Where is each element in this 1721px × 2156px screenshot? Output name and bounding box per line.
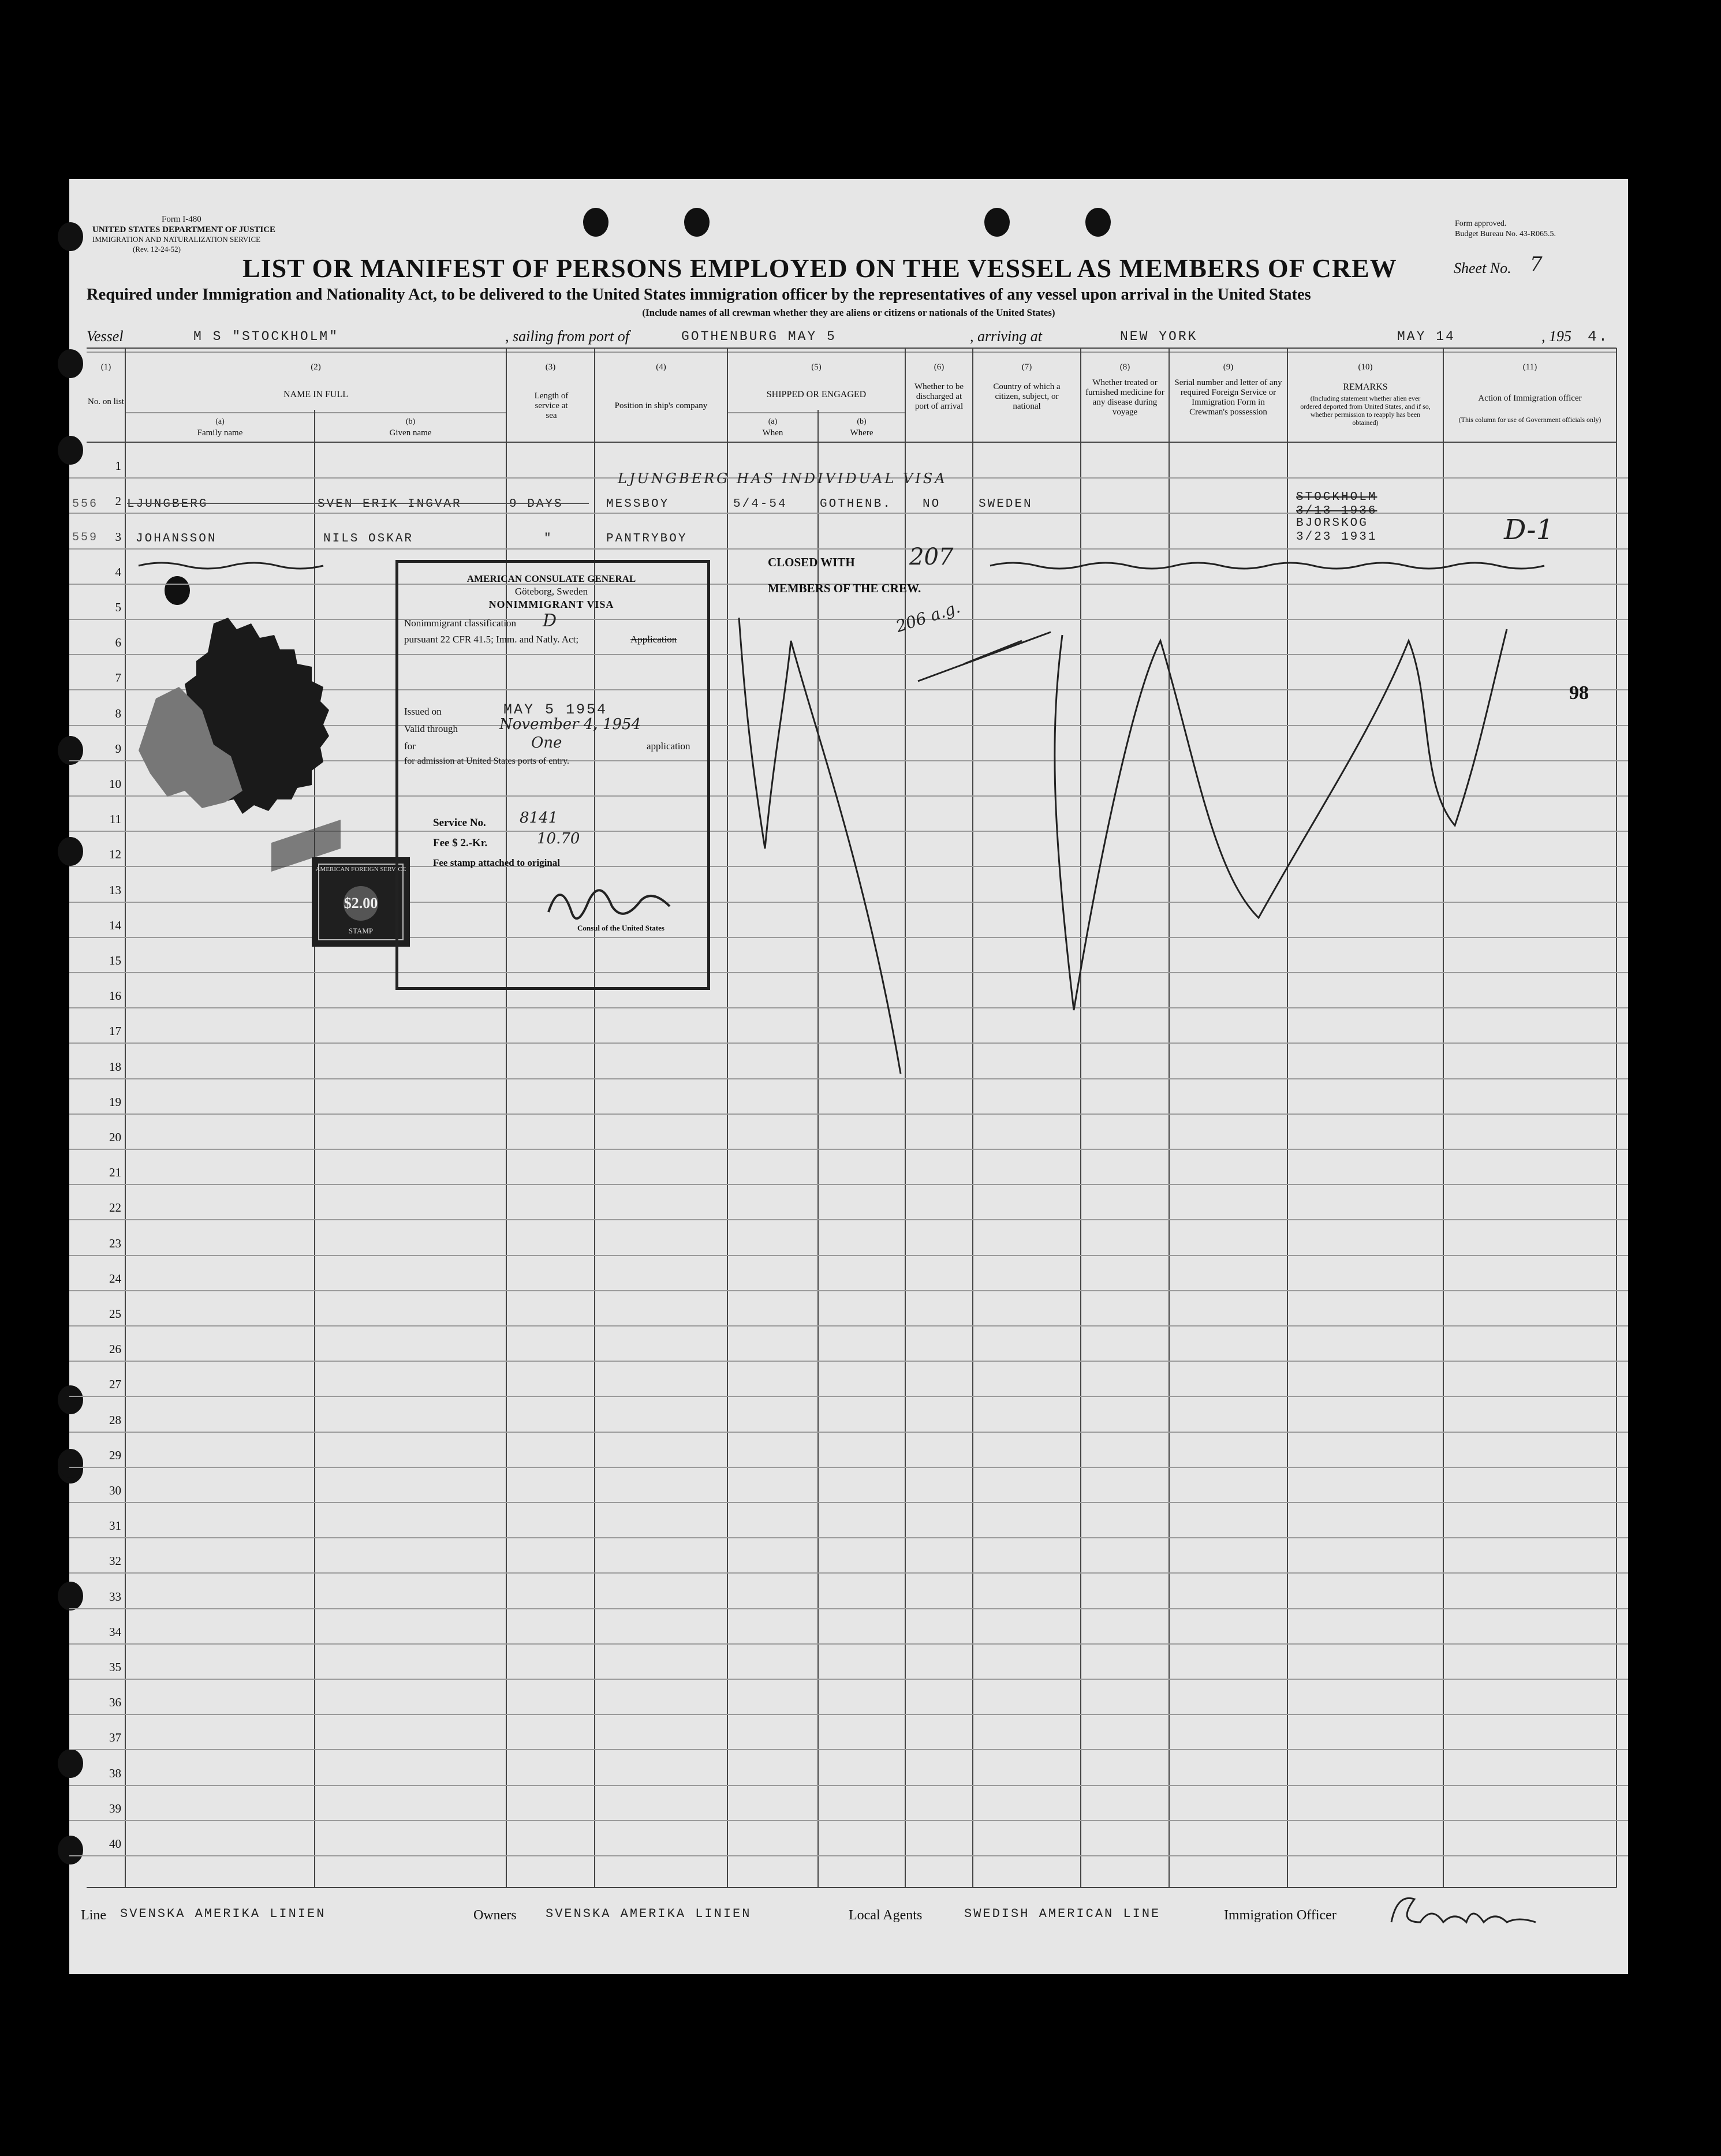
col-3-label: Length of service at sea bbox=[534, 391, 569, 420]
col-6-label: Whether to be discharged at port of arrival bbox=[914, 382, 964, 411]
col-2a-num: (a) bbox=[215, 417, 225, 426]
row-1-family-name: LJUNGBERG bbox=[127, 498, 208, 511]
row-number: 29 bbox=[109, 1448, 121, 1462]
visa-service-number: 8141 bbox=[520, 809, 558, 827]
col-7-label: Country of which a citizen, subject, or national bbox=[993, 382, 1061, 411]
col-4-num: (4) bbox=[656, 363, 666, 372]
visa-for-value: One bbox=[531, 734, 562, 752]
row-number: 7 bbox=[115, 671, 121, 685]
row-number: 15 bbox=[109, 954, 121, 967]
line-label: Line bbox=[81, 1908, 106, 1923]
visa-pursuant: pursuant 22 CFR 41.5; Imm. and Natly. Act; bbox=[404, 634, 579, 645]
col-2b-label: Given name bbox=[389, 428, 432, 438]
row-2-service: " bbox=[544, 532, 553, 545]
row-number: 10 bbox=[109, 777, 121, 791]
row-number: 12 bbox=[109, 847, 121, 861]
sailing-label: , sailing from port of bbox=[505, 328, 630, 345]
col-1-num: (1) bbox=[100, 363, 111, 372]
service-name: IMMIGRATION AND NATURALIZATION SERVICE bbox=[92, 235, 261, 244]
visa-class-value: D bbox=[543, 611, 557, 631]
visa-valid-date: November 4, 1954 bbox=[499, 716, 641, 733]
col-5-num: (5) bbox=[811, 363, 822, 372]
agents-value: SWEDISH AMERICAN LINE bbox=[964, 1907, 1161, 1921]
row-number: 4 bbox=[115, 565, 121, 579]
row-number: 11 bbox=[109, 812, 121, 826]
row-number: 20 bbox=[109, 1130, 121, 1144]
agents-label: Local Agents bbox=[849, 1908, 923, 1923]
arriving-label: , arriving at bbox=[970, 328, 1042, 345]
col-2b-num: (b) bbox=[405, 417, 416, 426]
col-5a-num: (a) bbox=[768, 417, 778, 426]
row-number: 14 bbox=[109, 918, 121, 932]
visa-consulate: AMERICAN CONSULATE GENERAL bbox=[466, 573, 636, 584]
revenue-stamp-top: AMERICAN FOREIGN SERVICE bbox=[315, 866, 406, 873]
revenue-stamp-bottom: STAMP bbox=[348, 926, 374, 935]
form-approved: Form approved. bbox=[1455, 219, 1507, 228]
vessel-name: M S "STOCKHOLM" bbox=[193, 329, 339, 344]
departure-port: GOTHENBURG MAY 5 bbox=[681, 329, 837, 344]
row-2-margin-number: 559 bbox=[72, 531, 99, 544]
row-2-given-name: NILS OSKAR bbox=[323, 532, 414, 545]
row-number: 21 bbox=[109, 1165, 121, 1179]
sheet-label: Sheet No. bbox=[1454, 260, 1511, 276]
row-number: 32 bbox=[109, 1554, 121, 1568]
officer-signature bbox=[69, 179, 1628, 1974]
visa-type: NONIMMIGRANT VISA bbox=[488, 599, 614, 610]
visa-pursuant-strike: Application bbox=[630, 634, 677, 645]
row-1-country: SWEDEN bbox=[979, 498, 1033, 511]
row-number: 17 bbox=[109, 1024, 121, 1038]
action-mark: D-1 bbox=[1504, 514, 1554, 546]
row-1-position: MESSBOY bbox=[606, 498, 670, 511]
col-7-num: (7) bbox=[1021, 363, 1032, 372]
col-8-num: (8) bbox=[1119, 363, 1130, 372]
row-number: 31 bbox=[109, 1519, 121, 1533]
col-10-num: (10) bbox=[1358, 363, 1373, 372]
revision: (Rev. 12-24-52) bbox=[133, 245, 181, 253]
row-1-remarks: STOCKHOLM 3/13 1936 bbox=[1296, 491, 1377, 518]
row-number: 3 bbox=[115, 530, 121, 544]
row-1-discharged: NO bbox=[923, 498, 941, 511]
row-number: 2 bbox=[115, 494, 121, 508]
row-number: 28 bbox=[109, 1413, 121, 1427]
visa-application: application bbox=[647, 741, 690, 752]
visa-for-label: for bbox=[404, 741, 416, 752]
col-11-label: Action of Immigration officer bbox=[1478, 394, 1582, 403]
closed-label: CLOSED WITH bbox=[768, 555, 855, 569]
row-number: 36 bbox=[109, 1695, 121, 1709]
visa-issued-date: MAY 5 1954 bbox=[503, 701, 608, 718]
visa-fee-label: Fee $ 2.-Kr. bbox=[433, 837, 488, 849]
row-number: 30 bbox=[109, 1484, 121, 1497]
year-digit: 4. bbox=[1588, 328, 1610, 345]
required-statement: Required under Immigration and Nationality Act, to be delivered to the United States immigration officer by the representatives of any vessel upon arrival in the United States bbox=[87, 286, 1311, 304]
col-3-num: (3) bbox=[545, 363, 556, 372]
row-number: 5 bbox=[115, 600, 121, 614]
row-number: 9 bbox=[115, 742, 121, 756]
visa-fee-value: 10.70 bbox=[537, 830, 580, 847]
col-10-note: (Including statement whether alien ever ordered deported from United States, and if so, whether permission to reapply has been obtained) bbox=[1300, 394, 1431, 427]
manifest-sheet bbox=[69, 179, 1628, 1974]
col-1-label: No. on list bbox=[88, 397, 124, 406]
row-1-when: 5/4-54 bbox=[733, 498, 787, 511]
department: UNITED STATES DEPARTMENT OF JUSTICE bbox=[92, 225, 276, 234]
include-note: (Include names of all crewman whether they are aliens or citizens or nationals of the United States) bbox=[642, 307, 1055, 318]
row-number: 38 bbox=[109, 1766, 121, 1780]
closed-count: 207 bbox=[909, 544, 954, 570]
row-number: 35 bbox=[109, 1660, 121, 1674]
row-number: 23 bbox=[109, 1236, 121, 1250]
officer-label: Immigration Officer bbox=[1224, 1908, 1337, 1923]
manifest-title: LIST OR MANIFEST OF PERSONS EMPLOYED ON THE VESSEL AS MEMBERS OF CREW bbox=[242, 253, 1397, 283]
visa-service-label: Service No. bbox=[433, 817, 486, 829]
members-label: MEMBERS OF THE CREW. bbox=[768, 581, 921, 595]
line-value: SVENSKA AMERIKA LINIEN bbox=[120, 1907, 326, 1921]
row-number: 33 bbox=[109, 1590, 121, 1604]
col-5a-label: When bbox=[762, 428, 783, 438]
vessel-label: Vessel bbox=[87, 328, 124, 345]
right-margin-number: 98 bbox=[1569, 682, 1589, 704]
row-number: 37 bbox=[109, 1731, 121, 1744]
row-number: 39 bbox=[109, 1802, 121, 1815]
form-number: Form I-480 bbox=[162, 215, 201, 224]
row-number: 25 bbox=[109, 1307, 121, 1321]
visa-city: Göteborg, Sweden bbox=[514, 586, 588, 597]
visa-fee-stamp: Fee stamp attached to original bbox=[433, 857, 561, 868]
row-number: 27 bbox=[109, 1377, 121, 1391]
budget-bureau: Budget Bureau No. 43-R065.5. bbox=[1455, 230, 1556, 238]
col-11-note: (This column for use of Government officials only) bbox=[1458, 416, 1601, 424]
row-number: 26 bbox=[109, 1342, 121, 1356]
count-note: 206 a.g. bbox=[893, 597, 963, 636]
row-number: 19 bbox=[109, 1095, 121, 1109]
row-1-where: GOTHENB. bbox=[820, 498, 892, 511]
row-1-service: 9 DAYS bbox=[509, 498, 563, 511]
row-number: 6 bbox=[115, 636, 121, 649]
arrival-port: NEW YORK bbox=[1120, 329, 1198, 344]
year-prefix: , 195 bbox=[1541, 328, 1571, 345]
visa-issued-label: Issued on bbox=[404, 706, 442, 717]
row-number: 1 bbox=[115, 459, 121, 473]
col-5b-num: (b) bbox=[857, 417, 867, 426]
revenue-stamp-value: $2.00 bbox=[344, 895, 378, 911]
row-2-position: PANTRYBOY bbox=[606, 532, 688, 545]
owners-label: Owners bbox=[473, 1908, 517, 1923]
row-number: 22 bbox=[109, 1201, 121, 1215]
col-4-label: Position in ship's company bbox=[614, 401, 708, 410]
visa-class-label: Nonimmigrant classification bbox=[404, 618, 517, 629]
owners-value: SVENSKA AMERIKA LINIEN bbox=[546, 1907, 752, 1921]
col-11-num: (11) bbox=[1522, 363, 1537, 372]
row-number: 16 bbox=[109, 989, 121, 1003]
row-2-family-name: JOHANSSON bbox=[136, 532, 217, 545]
col-9-label: Serial number and letter of any required Foreign Service or Immigration Form in Crewman's possession bbox=[1174, 378, 1282, 417]
col-2-num: (2) bbox=[311, 363, 321, 372]
row-number: 34 bbox=[109, 1625, 121, 1639]
row-number: 40 bbox=[109, 1837, 121, 1851]
col-8-label: Whether treated or furnished medicine for any disease during voyage bbox=[1085, 378, 1164, 417]
row-number: 18 bbox=[109, 1060, 121, 1074]
visa-valid-label: Valid through bbox=[404, 723, 458, 734]
row-number: 8 bbox=[115, 707, 121, 720]
col-5-label: SHIPPED OR ENGAGED bbox=[766, 390, 867, 399]
col-2-label: NAME IN FULL bbox=[283, 390, 348, 399]
row-number: 24 bbox=[109, 1272, 121, 1286]
visa-signer: Consul of the United States bbox=[577, 924, 664, 932]
col-2a-label: Family name bbox=[197, 428, 243, 438]
arrival-date: MAY 14 bbox=[1397, 329, 1455, 344]
row-2-remarks: BJORSKOG 3/23 1931 bbox=[1296, 517, 1377, 544]
row-1-given-name: SVEN ERIK INGVAR bbox=[318, 498, 462, 511]
col-5b-label: Where bbox=[850, 428, 873, 438]
visa-admission: for admission at United States ports of entry. bbox=[404, 756, 570, 766]
visa-note: LJUNGBERG HAS INDIVIDUAL VISA bbox=[618, 470, 947, 487]
col-6-num: (6) bbox=[934, 363, 945, 372]
sheet-number: 7 bbox=[1530, 253, 1543, 276]
row-1-margin-number: 556 bbox=[72, 498, 99, 511]
col-10-label: REMARKS bbox=[1343, 382, 1388, 392]
col-9-num: (9) bbox=[1223, 363, 1234, 372]
row-number: 13 bbox=[109, 883, 121, 897]
